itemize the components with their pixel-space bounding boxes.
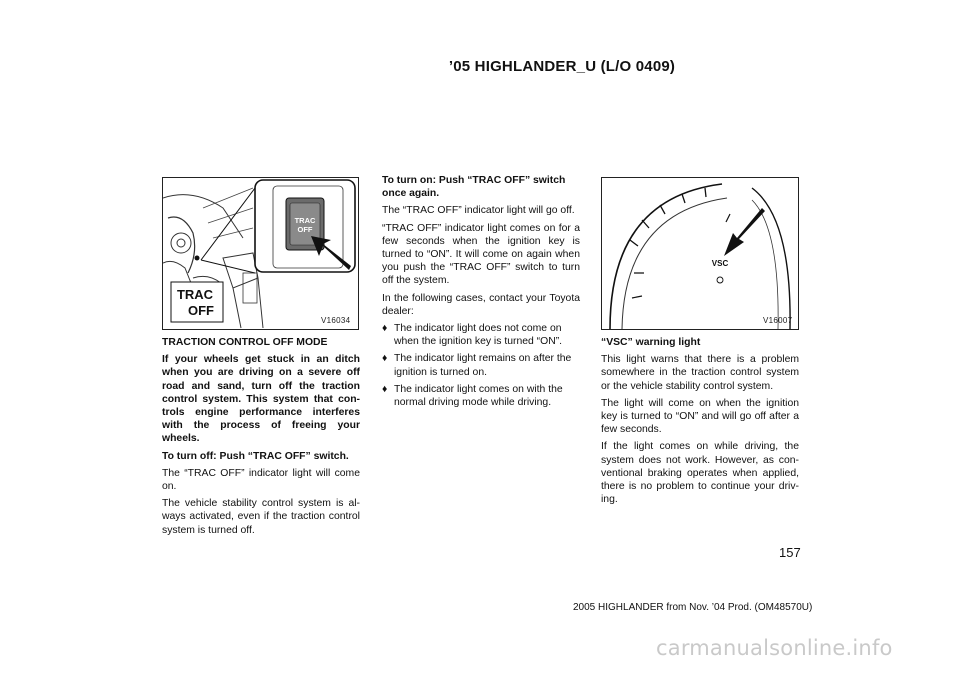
section-heading: “VSC” warning light — [601, 337, 701, 348]
list-item — [382, 383, 580, 409]
vsc-indicator-label: VSC — [711, 259, 729, 268]
vsc-figure — [601, 177, 799, 330]
indicator-label-line2: OFF — [188, 303, 214, 318]
page-header — [0, 58, 960, 75]
bullet-icon: ♦ — [382, 353, 388, 365]
warning-paragraph: If your wheels get stuck in an ditch when you are driving on a severe off road and sand, turn off the traction control system. This system that con- trols engine performance interferes with the process of freeing your wheels. — [162, 354, 360, 445]
column-2 — [382, 174, 580, 413]
paragraph: “TRAC OFF” indicator light comes on for a few seconds when the ignition key is turned to “ON”. It will come on again when you push the “TRAC OFF” switch to turn off the system. — [382, 222, 580, 287]
figure-code: V16007 — [763, 316, 793, 325]
paragraph: The “TRAC OFF” indicator light will go off. — [382, 205, 575, 217]
switch-label-line2: OFF — [297, 225, 313, 234]
warning-arrow-icon — [724, 208, 765, 256]
switch-label-line1: TRAC — [294, 216, 316, 225]
paragraph: In the following cases, contact your Toyota dealer: — [382, 292, 580, 317]
bullet-icon: ♦ — [382, 383, 388, 395]
watermark: carmanualsonline.info — [656, 636, 893, 660]
indicator-label-line1: TRAC — [176, 287, 214, 302]
paragraph: If the light comes on while driving, the system does not work. However, as con- ventional braking operates when applied, there is no problem to continue your driv- ing. — [601, 441, 799, 506]
turn-on-instruction: To turn on: Push “TRAC OFF” switch once again. — [382, 175, 566, 200]
paragraph: This light warns that there is a problem somewhere in the traction control system or the vehicle stability control system. — [601, 354, 799, 392]
list-item-text: The indicator light comes on with the normal driving mode while driving. — [394, 383, 563, 409]
trac-off-figure — [162, 177, 359, 330]
paragraph: The “TRAC OFF” indicator light will come on. — [162, 467, 360, 493]
list-item — [382, 322, 580, 348]
vsc-gauge-illustration — [602, 178, 798, 329]
indicator-lamp-icon — [717, 277, 723, 283]
section-heading: TRACTION CONTROL OFF MODE — [162, 337, 328, 348]
paragraph: The light will come on when the ignition key is turned to “ON” and will go off after a few seconds. — [601, 397, 799, 436]
bullet-icon: ♦ — [382, 323, 388, 335]
list-item-text: The indicator light remains on after the ignition is turned on. — [394, 353, 572, 378]
page-number: 157 — [779, 545, 801, 560]
page-header-title: ’05 HIGHLANDER_U (L/O 0409) — [448, 58, 676, 75]
trac-off-illustration — [163, 178, 358, 329]
figure-code: V16034 — [321, 316, 351, 325]
list-item-text: The indicator light does not come on when the ignition key is turned “ON”. — [394, 323, 563, 348]
paragraph: The vehicle stability control system is al- ways activated, even if the traction control system is turned off. — [162, 498, 360, 536]
list-item — [382, 352, 580, 378]
column-3 — [601, 336, 799, 510]
column-1 — [162, 336, 360, 541]
page-footer: 2005 HIGHLANDER from Nov. ’04 Prod. (OM48570U) — [573, 602, 813, 613]
turn-off-instruction: To turn off: Push “TRAC OFF” switch. — [162, 450, 349, 462]
